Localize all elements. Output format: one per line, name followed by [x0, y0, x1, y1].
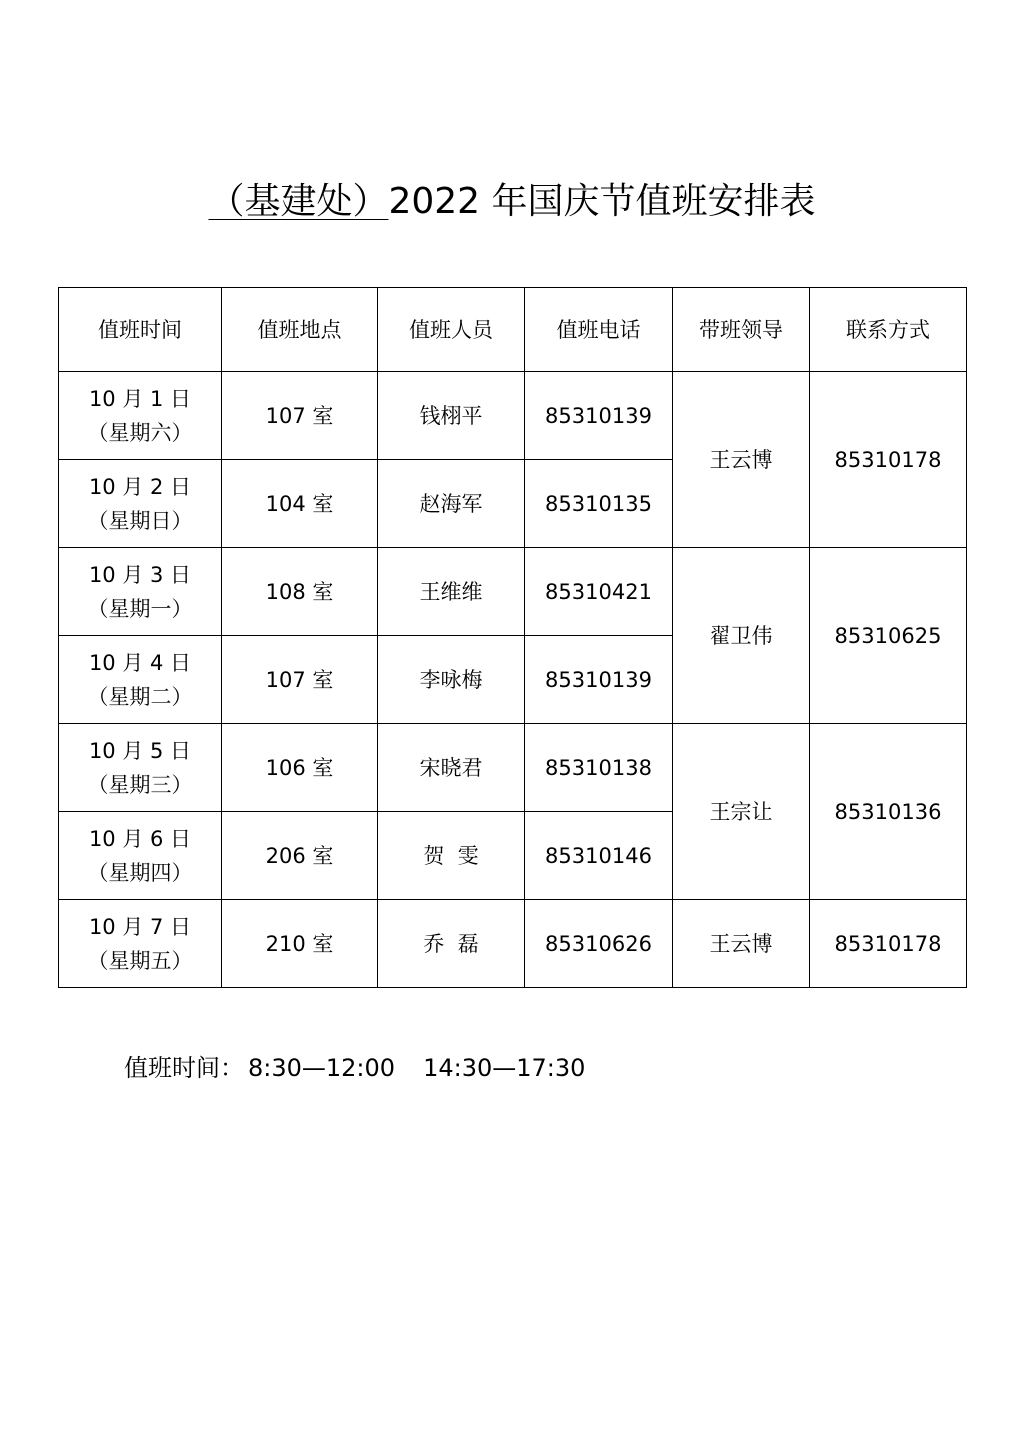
date-text: 10 月 7 日 — [88, 914, 192, 939]
leader-cell: 王云博 — [673, 372, 810, 548]
location-cell: 108 室 — [222, 548, 378, 636]
leader-cell: 翟卫伟 — [673, 548, 810, 724]
header-duty-staff: 值班人员 — [378, 288, 525, 372]
header-leader: 带班领导 — [673, 288, 810, 372]
date-cell — [59, 724, 222, 812]
date-text: 10 月 5 日 — [88, 738, 192, 763]
contact-cell: 85310178 — [810, 900, 967, 988]
header-duty-phone: 值班电话 — [525, 288, 673, 372]
duty-hours-note — [124, 1050, 585, 1086]
page-title — [0, 178, 1024, 226]
department-name: （基建处） — [208, 181, 389, 222]
phone-cell: 85310139 — [525, 636, 673, 724]
table-row — [59, 900, 967, 988]
weekday-text: （星期二） — [87, 684, 193, 709]
staff-cell: 宋晓君 — [378, 724, 525, 812]
date-cell — [59, 636, 222, 724]
table-row — [59, 372, 967, 460]
contact-cell: 85310136 — [810, 724, 967, 900]
header-duty-time: 值班时间 — [59, 288, 222, 372]
date-text: 10 月 2 日 — [88, 474, 192, 499]
duty-schedule-table — [58, 287, 967, 988]
date-cell — [59, 812, 222, 900]
location-cell: 107 室 — [222, 636, 378, 724]
staff-cell: 李咏梅 — [378, 636, 525, 724]
table-header-row — [59, 288, 967, 372]
date-cell — [59, 900, 222, 988]
weekday-text: （星期日） — [87, 508, 193, 533]
location-cell: 106 室 — [222, 724, 378, 812]
morning-hours: 8:30—12:00 — [248, 1054, 396, 1082]
contact-cell: 85310625 — [810, 548, 967, 724]
leader-cell: 王宗让 — [673, 724, 810, 900]
date-text: 10 月 6 日 — [88, 826, 192, 851]
staff-cell: 乔 磊 — [378, 900, 525, 988]
table-row — [59, 724, 967, 812]
phone-cell: 85310138 — [525, 724, 673, 812]
staff-cell: 钱栩平 — [378, 372, 525, 460]
duty-hours-label: 值班时间： — [124, 1054, 244, 1082]
phone-cell: 85310421 — [525, 548, 673, 636]
afternoon-hours: 14:30—17:30 — [423, 1054, 586, 1082]
phone-cell: 85310135 — [525, 460, 673, 548]
weekday-text: （星期五） — [87, 948, 193, 973]
date-text: 10 月 4 日 — [88, 650, 192, 675]
staff-cell: 贺 雯 — [378, 812, 525, 900]
weekday-text: （星期三） — [87, 772, 193, 797]
staff-cell: 赵海军 — [378, 460, 525, 548]
weekday-text: （星期一） — [87, 596, 193, 621]
phone-cell: 85310139 — [525, 372, 673, 460]
weekday-text: （星期六） — [87, 420, 193, 445]
table-row — [59, 548, 967, 636]
phone-cell: 85310626 — [525, 900, 673, 988]
weekday-text: （星期四） — [87, 860, 193, 885]
header-contact: 联系方式 — [810, 288, 967, 372]
location-cell: 104 室 — [222, 460, 378, 548]
location-cell: 107 室 — [222, 372, 378, 460]
staff-cell: 王维维 — [378, 548, 525, 636]
date-cell — [59, 548, 222, 636]
location-cell: 210 室 — [222, 900, 378, 988]
leader-cell: 王云博 — [673, 900, 810, 988]
date-cell — [59, 460, 222, 548]
contact-cell: 85310178 — [810, 372, 967, 548]
date-text: 10 月 3 日 — [88, 562, 192, 587]
date-text: 10 月 1 日 — [88, 386, 192, 411]
title-main: 2022 年国庆节值班安排表 — [388, 181, 816, 222]
header-duty-location: 值班地点 — [222, 288, 378, 372]
phone-cell: 85310146 — [525, 812, 673, 900]
date-cell — [59, 372, 222, 460]
location-cell: 206 室 — [222, 812, 378, 900]
